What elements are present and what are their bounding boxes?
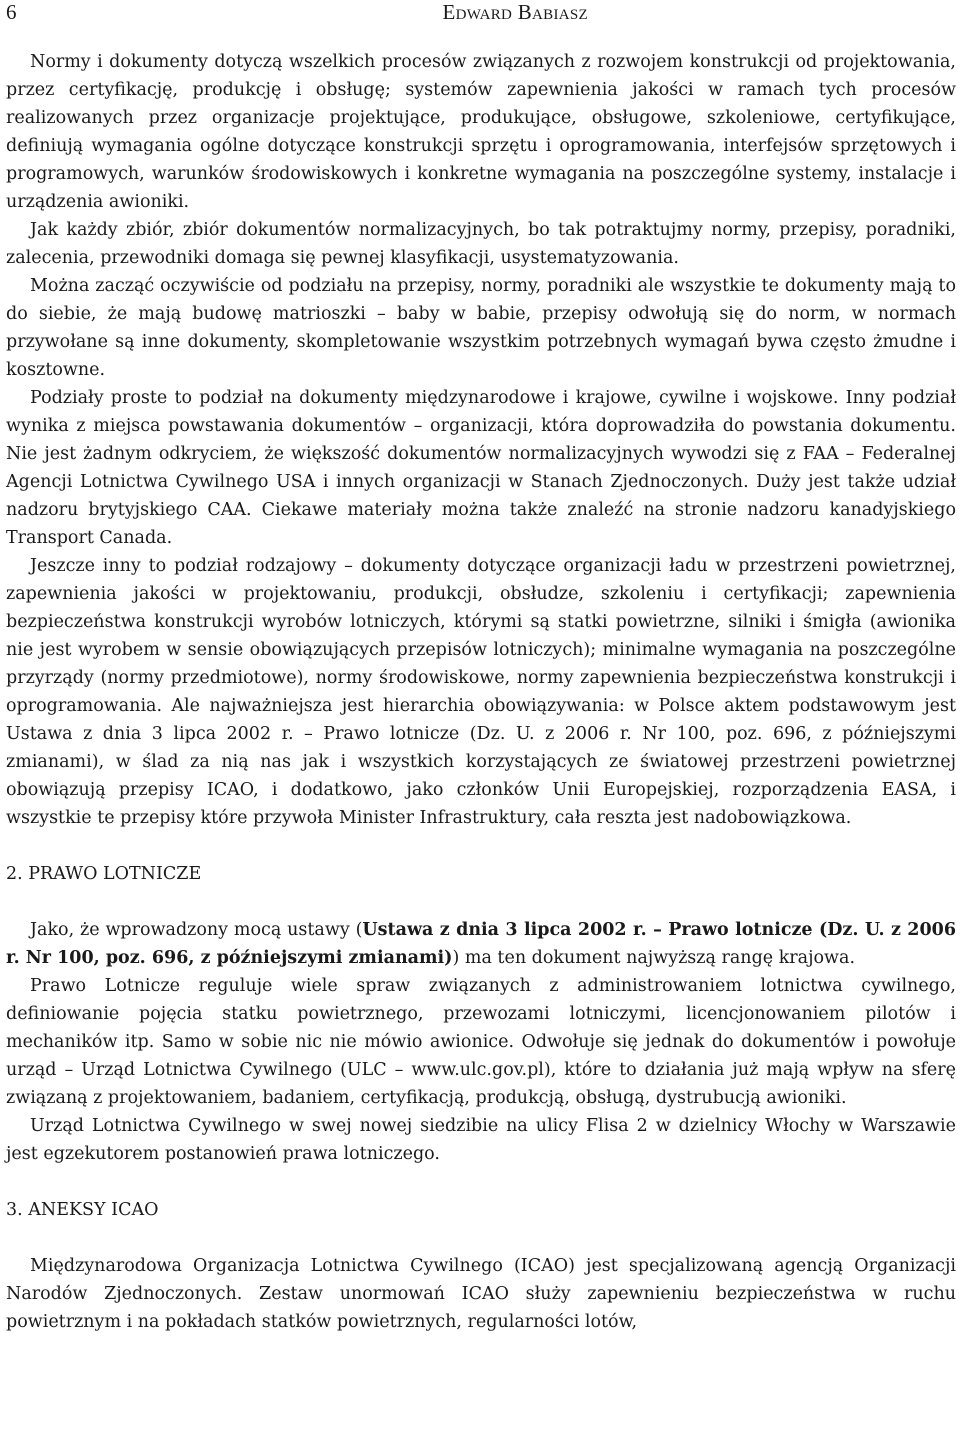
paragraph-intro-3: Można zacząć oczywiście od podziału na przepisy, normy, poradniki ale wszystkie te dokumenty mają to do siebie, że mają budowę matrioszki – baby w babie, przepisy odwołują się do norm, w normach przywołane są inne dokumenty, skompletowanie wszystkim potrzebnych wymagań bywa często żmudne i kosztowne. — [6, 276, 956, 380]
paragraph-intro-2: Jak każdy zbiór, zbiór dokumentów normalizacyjnych, bo tak potraktujmy normy, przepisy, poradniki, zalecenia, przewodniki domaga się pewnej klasyfikacji, usystematyzowania. — [6, 220, 956, 268]
paragraph-intro-5: Jeszcze inny to podział rodzajowy – dokumenty dotyczące organizacji ładu w przestrzeni powietrznej, zapewnienia jakości w projektowaniu, produkcji, obsłudze, szkoleniu i certyfikacji; zapewnienia bezpieczeństwa konstrukcji wyrobów lotniczych, którymi są statki powietrzne, silniki i śmigła (awionika nie jest wyrobem w sensie obowiązujących przepisów lotniczych); minimalne wymagania na poszczególne przyrządy (normy przedmiotowe), normy środowiskowe, normy zapewnienia bezpieczeństwa konstrukcji i oprogramowania. Ale najważniejsza jest hierarchia obowiązywania: w Polsce aktem podstawowym jest Ustawa z dnia 3 lipca 2002 r. – Prawo lotnicze (Dz. U. z 2006 r. Nr 100, poz. 696, z późniejszymi zmianami), w ślad za nią nas jak i wszystkich korzystających ze światowej przestrzeni powietrznej obowiązują przepisy ICAO, i dodatkowo, jako członków Unii Europejskiej, rozporządzenia EASA, i wszystkie te przepisy które przywoła Minister Infrastruktury, cała reszta jest nadobowiązkowa. — [6, 556, 956, 828]
running-header — [6, 0, 956, 24]
paragraph-prawo-1-tail: ) ma ten dokument najwyższą rangę krajowa. — [452, 948, 856, 968]
running-header-author: Edward Babiasz — [442, 0, 588, 24]
paragraph-prawo-3: Urząd Lotnictwa Cywilnego w swej nowej siedzibie na ulicy Flisa 2 w dzielnicy Włochy w Warszawie jest egzekutorem postanowień prawa lotniczego. — [6, 1116, 956, 1164]
paragraph-icao-1: Międzynarodowa Organizacja Lotnictwa Cywilnego (ICAO) jest specjalizowaną agencją Organizacji Narodów Zjednoczonych. Zestaw unormowań ICAO służy zapewnieniu bezpieczeństwa w ruchu powietrznym i na pokładach statków powietrznych, regularności lotów, — [6, 1256, 956, 1332]
paragraph-prawo-2: Prawo Lotnicze reguluje wiele spraw związanych z administrowaniem lotnictwa cywilnego, definiowanie pojęcia statku powietrznego, przewozami lotniczymi, licencjonowaniem pilotów i mechaników itp. Samo w sobie nic nie mówio awionice. Odwołuje się jednak do dokumentów i powołuje urząd – Urząd Lotnictwa Cywilnego (ULC – www.ulc.gov.pl), które to działania już mają wpływ na sferę związaną z projektowaniem, badaniem, certyfikacją, produkcją, obsługą, dystrubucją awioniki. — [6, 976, 956, 1108]
page-number: 6 — [6, 0, 17, 24]
paragraph-prawo-1 — [6, 916, 956, 972]
statute-citation: Ustawa z dnia 3 lipca 2002 r. – Prawo lotnicze (Dz. U. z 2006 r. Nr 100, poz. 696, z późniejszymi zmianami) — [6, 920, 956, 968]
paragraph-intro-4: Podziały proste to podział na dokumenty międzynarodowe i krajowe, cywilne i wojskowe. Inny podział wynika z miejsca powstawania dokumentów – organizacji, która doprowadziła do powstania dokumentu. Nie jest żadnym odkryciem, że większość dokumentów normalizacyjnych wywodzi się z FAA – Federalnej Agencji Lotnictwa Cywilnego USA i innych organizacji w Stanach Zjednoczonych. Duży jest także udział nadzoru brytyjskiego CAA. Ciekawe materiały można także znaleźć na stronie nadzoru kanadyjskiego Transport Canada. — [6, 388, 956, 548]
section-heading-prawo-lotnicze: 2. PRAWO LOTNICZE — [6, 864, 202, 884]
document-page — [6, 0, 956, 1336]
paragraph-prawo-1-lead: Jako, że wprowadzony mocą ustawy ( — [30, 920, 363, 940]
paragraph-intro-1: Normy i dokumenty dotyczą wszelkich procesów związanych z rozwojem konstrukcji od projektowania, przez certyfikację, produkcję i obsługę; systemów zapewnienia jakości w ramach tych procesów realizowanych przez organizacje projektujące, produkujące, obsługowe, szkoleniowe, certyfikujące, definiują wymagania ogólne dotyczące konstrukcji sprzętu i oprogramowania, interfejsów sprzętowych i programowych, warunków środowiskowych i konkretne wymagania na poszczególne systemy, instalacje i urządzenia awioniki. — [6, 52, 956, 212]
article-body — [6, 48, 956, 1336]
section-heading-aneksy-icao: 3. ANEKSY ICAO — [6, 1200, 159, 1220]
